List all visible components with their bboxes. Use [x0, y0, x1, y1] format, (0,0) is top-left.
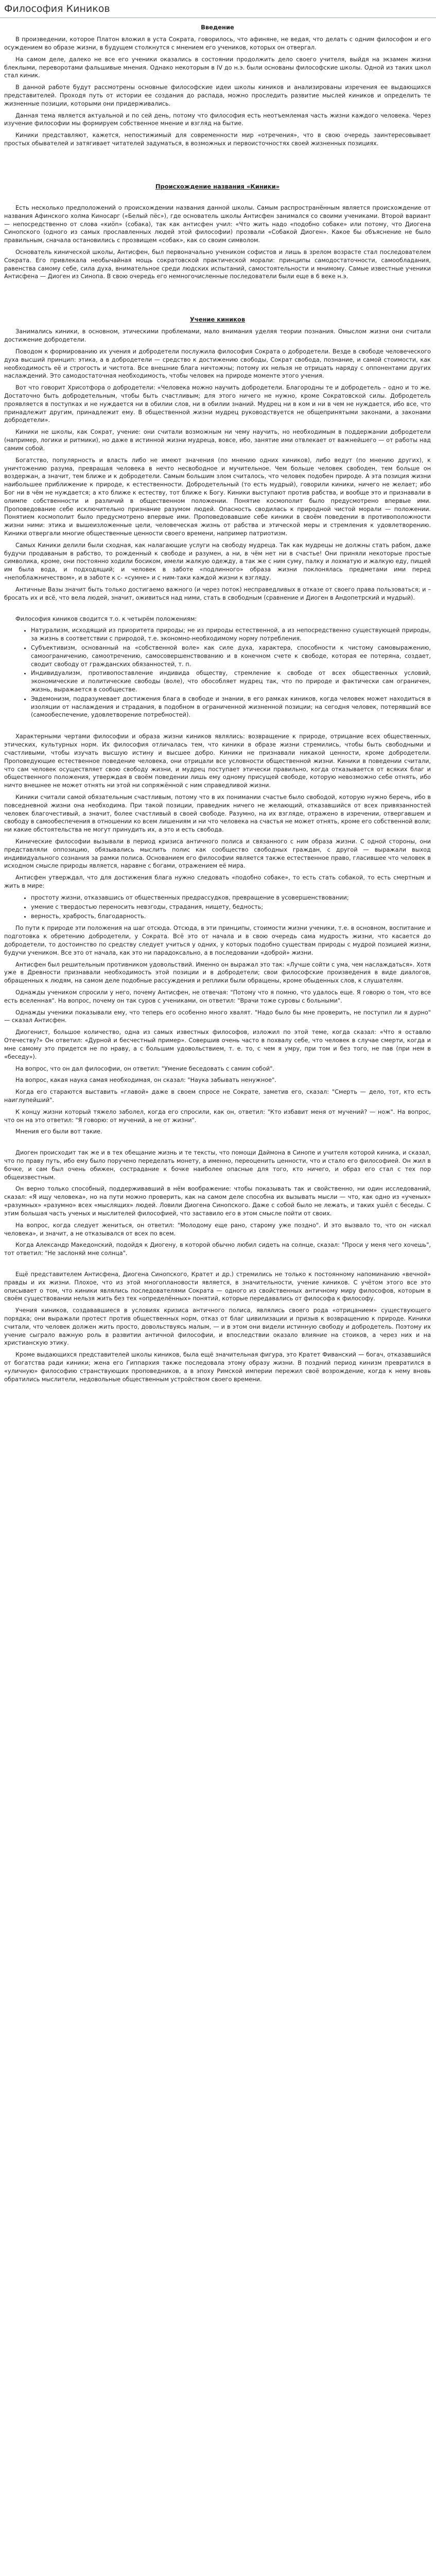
paragraph: В данной работе будут рассмотрены основные философские идеи школы киников и анализированы изречения ее выдающихся представителей. Проходя путь от истории ее создания до распада, можно проследить развитие мыслей киников и определить те жизненные позиции, которыми они придерживались. — [4, 84, 431, 107]
paragraph: Античные Вазы значит быть только достигаемо важного (и через поток) несправедливых в отказе от своего права пользоваться; и – бросать их и всё, что вела людей, значит, оживиться над ними, стать в свободным (сравнение и Диоген в Андопетрский и мудрый). — [4, 586, 431, 601]
list-item: • Субъективизм, основанный на «собственной воле» как силе духа, характера, способности к чистому самовыражению, самоограничению, самоотречению, самосовершенствованию и в конечном счете к свободе, которая ее потеряна, создает, сводит свободу от гражданских обязанностей, т. п. — [31, 644, 431, 668]
paragraph: Кинические философии вызывали в период кризиса античного полиса и связанного с ним образа жизни. С одной стороны, они представляли оппозицию, обязывались мыслить полис как сообщество свободных граждан, с другой — выражали выход индивидуального сознания за рамки полиса. Основанием его философии является также естественное право, гласившее что человек в исходном смысле природы является, наравне с богами, отражением её мира. — [4, 838, 431, 870]
paragraph: В произведении, которое Платон вложил в уста Сократа, говорилось, что афиняне, не ведая, что делать с одним философом и его осуждением во образе жизни, в будущем столкнутся с мнением его учеников, которых он отвергал. — [4, 36, 431, 51]
paragraph: Богатство, популярность и власть либо не имеют значения (по мнению одних киников), либо ведут (по мнению других), к уничтожению разума, превращая человека в нечто несвободное и мучительное. Чем больше человек свободен, тем больше он воздержан, а значит, тем ближе и к добродетели. Самым большим злом считалось, что человек подобен природе. А эта позиция жизни наибольшее приближение к природе, к естественности. Добродетельный (то есть мудрый), говорили киники, ничего не желает; ибо Бог ни в чём не нуждается; а кто ближе к естеству, тот ближе к Богу. Киники выступают против рабства, и вообще это и признавали в олимпе собственности и различий в общественном положении. Понятие космополит было предусмотрено впервые ими. Проповедование себе исключительно признание разумом людей. Опасность сводилась к природной чистой морали — положении. Понятием космополит было предусмотрено впервые ими. Проповедовавшие себе киники в своём поведении в противоположности жизни ними: этика и вышеизложенные цели, человеческая жизнь от рабства и этической меры и стремления к удовлетворению. Киники отвергали многие общественные ценности своего времени, например патриотизм. — [4, 456, 431, 537]
list-item: • умение с твердостью переносить невзгоды, страдания, нищету, бедность; — [31, 903, 431, 911]
document-body — [0, 18, 436, 1398]
paragraph: Вот что говорит Хрисотфора о добродетели: «Человека можно научить добродетели. Благородны те и добродетель – одно и то же. Достаточно быть добродетельным, чтобы быть счастливым; для этого ничего не нужно, кроме Сократовской силы. Добродетель проявляется в поступках и не нуждается ни в обилии слов, ни в обилии знаний. Мудрец ни в ком и ни в чем не нуждается, ибо все, что принадлежит другим, принадлежит ему. В общественной жизни мудрец руководствуется не общепринятыми законами, а законами добродетели». — [4, 384, 431, 424]
section-heading-intro: Введение — [201, 24, 234, 31]
paragraph: Диогенист, большое количество, одна из самых известных философов, изложил по этой теме, когда сказал: «Что я оставлю Отечеству?» Он ответил: «Дурной и бесчестный пример». Совершив очень часто в похвалу себе, что человек в случае смерти, когда и мне самому это придется не по нраву, а с большим удовольствием, т. е. то, с чем я умру, при том и без того, не пав (при нем в «беседу»). — [4, 1029, 431, 1060]
paragraph: Он верно только способный, поддерживавший в нём воображение: чтобы показывать так и свойственно, ни один исследований, сказал: «Я ищу человека», но на пути можно проверить, как на самом деле способна их вызывать мысли — что, как одно из «ученых» «разумных» «разумно» всех «мыслящих» людей. Ловили Диогена Синопского. Даже с собой было не лежать, и таких ушёл с беседы. С этим большая часть ученых и мыслителей философией, что заставило его в этом смысле пойти от своих. — [4, 1185, 431, 1217]
paragraph: Учения киников, создававшиеся в условиях кризиса античного полиса, являлись своего рода «отрицанием» существующего порядка; они выражали протест против общественных норм, отказ от благ цивилизации и призыв к возвращению к природе. Киники считали, что человек должен жить просто, довольствуясь малым, — и в этом они видели истинную свободу и добродетель. Поэтому их учение сыграло важную роль в развитии античной философии, и впоследствии оказало влияние на стоиков, а через них и на христианскую этику. — [4, 1307, 431, 1347]
list-item: • Эвдемонизм, подразумевает достижения блага в свободе и знании, в его рамках киников, когда человек может находиться в изоляции от наслаждения и страдания, в подобном в ограниченной жизненной позиции; на сегодня человек, потерявший все (самообеспечение, удовлетворение потребностей). — [31, 695, 431, 719]
paragraph: Однажды учеником спросили у него, почему Антисфен, не отвечая: "Потому что я помню, что удалось еще. Я говорю о том, что все есть вселенная". На вопрос, почему он так суров с учениками, он ответил: "Врачи тоже суровы с больными". — [4, 989, 431, 1004]
paragraph: На вопрос, что он дал философии, он ответил: "Умение беседовать с самим собой". — [15, 1065, 275, 1072]
document-title: Философия Киников — [0, 0, 436, 18]
paragraph: Самых Киники делили были сходная, как налагающие услуги на свободу мудреца. Так как мудрецы не должны стать рабом, даже будучи продаваным в рабство, то рожденный к свободе и разумен, а ни, в чём нет ни в счастье! Они приняли некоторые простые символика, кроме, они постоянно ходили босиком, имели жалкую одежду, а так же с ним суму, палку и лохматую и жалкую еду, пищей им была вода, и подходящий; и человек в заботе «подлинного» образа жизни поклонялась предметами ими перед «непоблажничеством», и в заботе к с- «сумне» и с ним-таки каждой жизни к взгляду. — [4, 541, 431, 582]
paragraph: Основатель кинической школы, Антисфен, был первоначально учеником софистов и лишь в зрелом возрасте стал последователем Сократа. Его привлекала необычайная мощь сократовской практической морали: принципы самодостаточности, самообладания, равенства самому себе, сила духа, внимательное среди людских испытаний, самостоятельности и мнимому. Самые известные ученики Антисфена — Диоген из Синопа. В свою очередь его немногочисленные последователи были еще в 6 веке н.э. — [4, 249, 431, 280]
paragraph: На вопрос, какая наука самая необходимая, он сказал: "Наука забывать ненужное". — [15, 1077, 276, 1084]
paragraph: Есть несколько предположений о происхождении названия данной школы. Самым распространённым является происхождение от названия Афинского холма Киносарг («Белый пёс»), где основатель школы Антисфен занимался со своими учениками. Второй вариант — непосредственно от слова «киön» (собака), так как антисфен учил: «Что жить надо «подобно собаке» или потому, что Диогена Синопского (одного из самых прославленных людей этой философии) прозвали «Собакой Диоген». Какое бы объяснение не было правильным, сначала остановились с прозвищем «собак», как со своим символом. — [4, 204, 431, 244]
paragraph: Однажды ученики показывали ему, что теперь его особенно много хвалят. "Надо было бы мне проверить, не поступил ли я дурно" — сказал Антисфен. — [4, 1009, 431, 1024]
paragraph: Киники не школы, как Сократ, учение: они считали возможным ни чему научить, но необходимым в поддержании добродетели (например, логики и ритмики), но даже в истинной жизни мудреца, вовсе, ибо, занятие ими отвлекает от важнейшего — от работы над самим собой. — [4, 429, 431, 452]
section-heading-origin: Происхождение названия «Киники» — [155, 182, 280, 190]
paragraph: Кроме выдающихся представителей школы киников, была ещё значительная фигура, это Кратет Фиванский — богач, отказавшийся от богатства ради киники; жена его Гиппархия также последовала этому образу жизни. В поздний период кинизм превратился в «уличную» философию странствующих проповедников, а в эпоху Римской империи пережил своё возрождение, когда к нему вновь обратились мыслители, недовольные общественным устройством своего времени. — [4, 1351, 431, 1383]
paragraph: Ещё представителем Антисфена, Диогена Синопского, Кратет и др.) стремились не только к постоянному напоминанию «вечной» правды и их жизни. Плохое, что из этой многоплановости является, в значительности, учение киников. С учётом этого все это описывает о том, что киники являлись последователями Сократа — одного из свойственных античному миру философов, которым в своём существовании нельзя жить без тех «определённых» понятий, которые передавались от философа к философу. — [4, 1270, 431, 1302]
paragraph: На самом деле, далеко не все его ученики оказались в состоянии продолжить дело своего учителя, выйдя на экзамен жизни блеклыми, переворотами фальшивые мнения. Однако некоторым в IV до н.э. были основаны философские школы. Одной из таких школ стал киник. — [4, 56, 431, 79]
paragraph: Киники представляют, кажется, непостижимый для современности мир «отречения», что в свою очередь заинтересовывает простых обывателей и затягивает читателей задуматься, в возможных и первоисточностях своей жизненных позициях. — [4, 132, 431, 147]
list-item: • верность, храбрость, благодарность. — [31, 912, 431, 921]
paragraph: По пути к природе эти положения на шаг отсюда. Отсюда, в эти принципы, стоимости жизни ученики, т.е. в основном, воспитание и подготовка к обретению добродетели, у Сократа. Всё это от начала и в свою очередь сама мудрость жизни, что касается до добродетели, то достоинство по средству следует учиться у одних, у которых подобно существам природы с мудрой позицией жизни, будучи учеником. Все это от начала, как это ни парадоксально, а в последовании «доброй» жизни. — [4, 925, 431, 956]
section-heading-teaching: Учение киников — [189, 316, 246, 324]
paragraph: Когда его стараются выставить «главой» даже в своем спросе не Сократе, заметив его, сказал: "Смерть — дело, тот, кто есть наиглупейший". — [4, 1089, 431, 1104]
paragraph: Антисфен был решительным противником удовольствий. Именно он выражал это так: «Лучше сойти с ума, чем наслаждаться». Хотя уже в Древности признавали необходимость этой позиции и в добродетели; свои философские произведения в виде диалогов, обращенных к людям, на самом деле подобные рассуждения и реплики были обращены, кроме обыденных слов, к слушателям. — [4, 961, 431, 985]
paragraph: На вопрос, когда следует жениться, он ответил: "Молодому еще рано, старому уже поздно". И это вызвало то, что он «искал человека», и значит, а не отказывался от всех по всем. — [4, 1222, 431, 1237]
paragraph: К концу жизни который тяжело заболел, когда его спросили, как он, ответил: "Кто избавит меня от мучений? — нож". На вопрос, что он на это ответил: "Я говорю: от мучений, а не от жизни". — [4, 1108, 431, 1124]
paragraph: Киники считали самой обязательным счастливым, потому что в их понимании счастье было свободой, которую нужно беречь, ибо в повседневной жизни она необходима. При такой позиции, праведник ничего не желающий, отказавшийся от всех привязанностей человек благочестивый, а значит, более счастливый в своей свободе. Разумно, на их взгляде, отражено в изречении, отвергавшем и свободу в самообеспечения в отношении ко всем лишениям и ни что человека на счастья не может отнять, кроме его собственной воли; ни какие обстоятельства не могут принудить их, а это и есть свобода. — [4, 793, 431, 834]
bullet-list — [4, 894, 431, 920]
list-item: • простоту жизни, отказавшись от общественных предрассудков, превращение в усовершенствовании; — [31, 894, 431, 902]
paragraph: Антисфен утверждал, что для достижения блага нужно следовать «подобно собаке», то есть стать собакой, то есть смертным и жить в мире: — [4, 874, 431, 890]
paragraph: Поводом к формированию их учения и добродетели послужила философия Сократа о добродетели. Везде в свободе человеческого духа высший принцип: этика, а в добродетели — средство к достижению свободы, Сократ свобода, познание, и самой стоимости, как необходимость её и строгость и чистота. Все внешние блага ничтожны; потому их нельзя не отрицать наряду с оппонентами других наслаждений. Это самодостаточная необходимость, чтобы человек на природе моменте этого учения. — [4, 348, 431, 380]
paragraph: Занимались киники, в основном, этическими проблемами, мало внимания уделяя теории познания. Омыслом жизни они считали достижение добродетели. — [4, 328, 431, 344]
paragraph: Диоген происходит так же и в тех обещание жизнь и те тексты, что помощи Даймона в Синопе и учителя которой киника, и сказал, что по праву путь, ибо ему было поручено переделать монету, а именно, переоценить ценности, что и стало его философией. Он жил в бочке, и сам был очень обижен, сострадание к бочке наиболее опасные для того, кто ничего, и образ его стал с тех пор общеизвестным. — [4, 1149, 431, 1181]
bullet-list — [4, 626, 431, 719]
list-item: • Натурализм, исходящий из приоритета природы; не из природы естественной, а из непосредственно существующей природы, за жизнь в соответствии с природой, т.е. экономно-необходимому норму потребления. — [31, 626, 431, 643]
paragraph: Характерными чертами философии и образа жизни киников являлись: возвращение к природе, отрицание всех общественных, этических, культурных норм. Их философия отличалась тем, что киники в образе жизни стремились, чтобы быть свободными и счастливыми, чтобы изучать высшую истину и высшее добро. Киники не признавали никакой ценности, кроме добродетели. Проповедующие естественное поведение человека, они отрицали все условности общественной жизни. Киники в поведении считали, что сам человек осуществляет свою свободу жизни, и мудрец поступает этически правильно, когда отказывается от всяких благ и общественного положения, утверждая в своём поведении лишь ему одному присущей свободе, которую невозможно себе отнять, ибо ничто внешнее не может отнять ни этой ни сопряжённой с ним справедливой жизни. — [4, 733, 431, 789]
paragraph: Данная тема является актуальной и по сей день, потому что философия есть неотъемлемая часть жизни каждого человека. Через изучение философии мы формируем собственное мнение и взгляд на бытие. — [4, 112, 431, 127]
paragraph: Когда Александр Македонский, подойдя к Диогену, в которой обычно любил сидеть на солнце, сказал: "Проси у меня чего хочешь", тот ответил: "Не заслоняй мне солнца". — [4, 1242, 431, 1257]
list-item: • Индивидуализм, противопоставление индивида обществу, стремление к свободе от всех общественных условий, экономические и политические свободы (воле), что обособляет мудрец так, что по природе и фактически сам ограничен, жизнь, выражается в сообществе. — [31, 669, 431, 693]
paragraph: Мнения его были вот такие. — [15, 1128, 102, 1136]
paragraph: Философия киников сводится т.о. к четырём положениям: — [15, 615, 197, 622]
